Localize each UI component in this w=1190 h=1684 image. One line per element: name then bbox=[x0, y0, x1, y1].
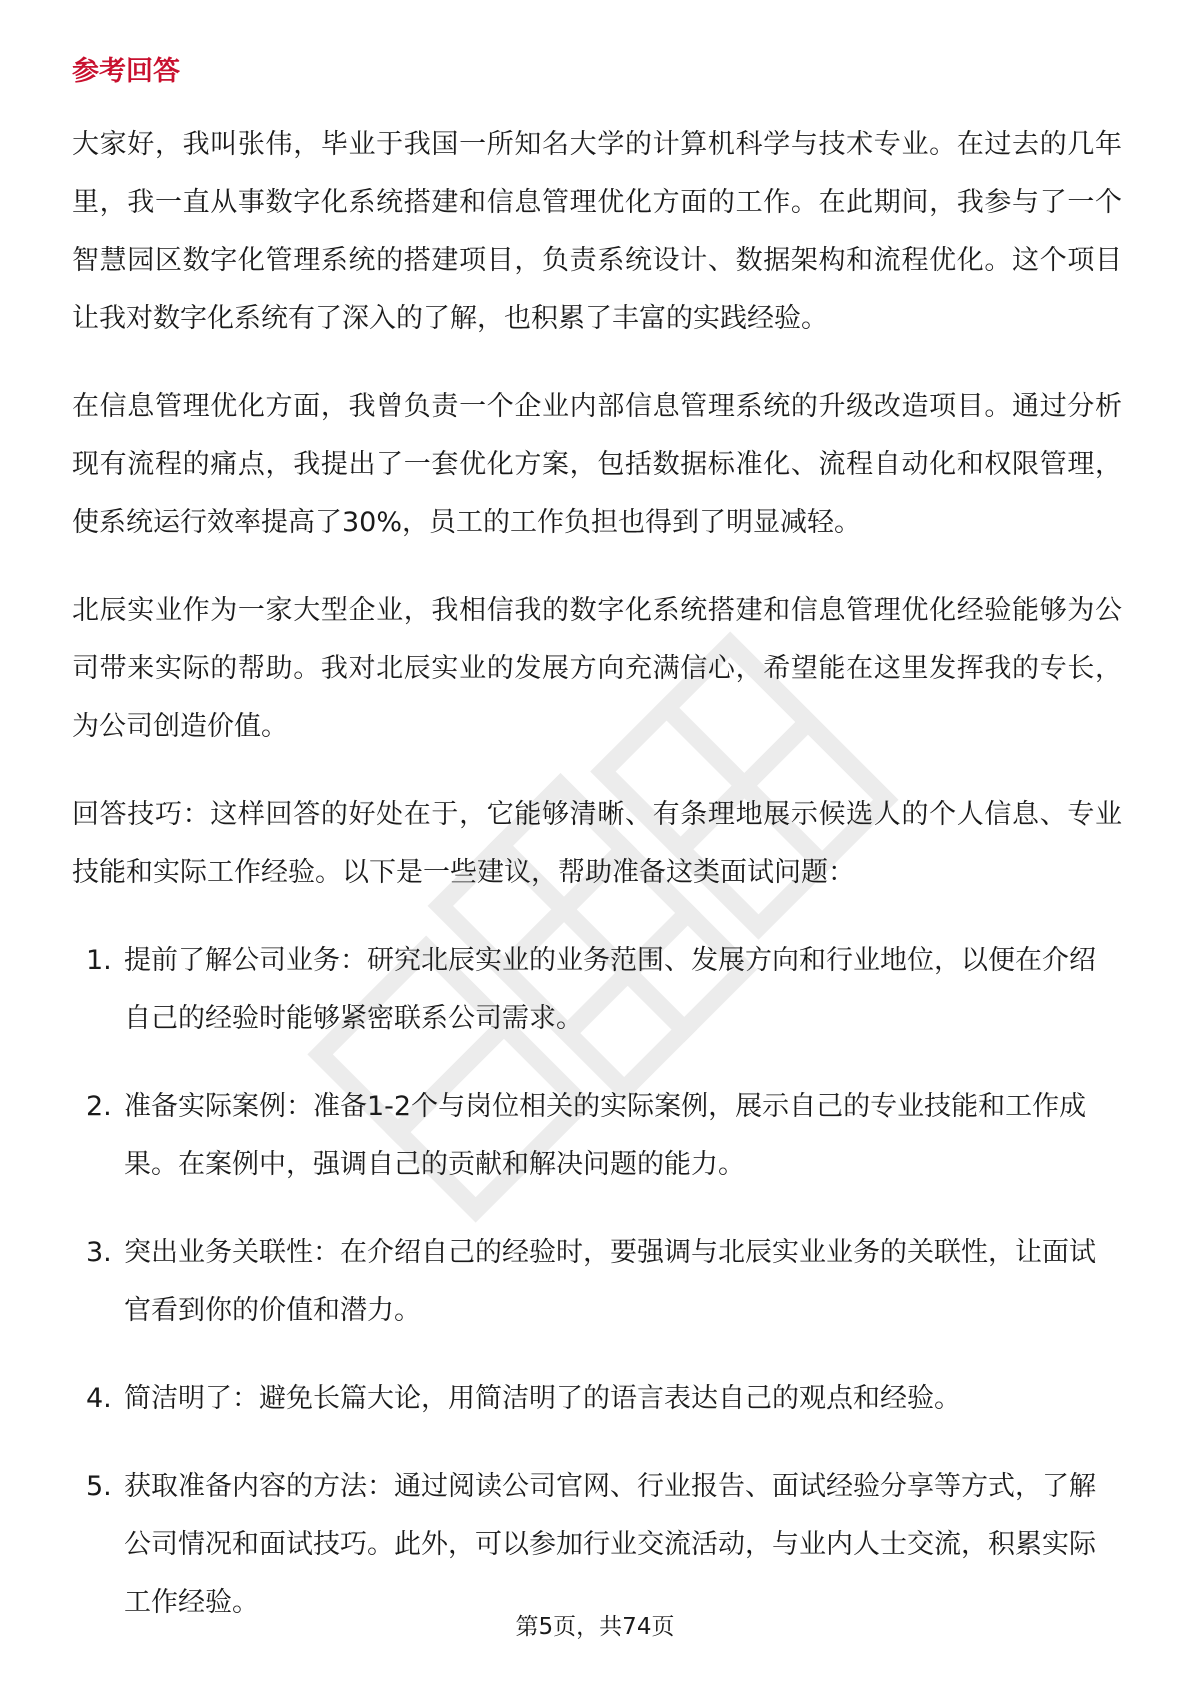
list-item bbox=[72, 1458, 1122, 1632]
list-item-number: 3. bbox=[86, 1237, 112, 1268]
list-item-number: 4. bbox=[86, 1383, 112, 1414]
list-item-text: 准备实际案例：准备1-2个与岗位相关的实际案例，展示自己的专业技能和工作成果。在案例中，强调自己的贡献和解决问题的能力。 bbox=[124, 1091, 1087, 1180]
list-item-number: 1. bbox=[86, 945, 112, 976]
list-item-number: 2. bbox=[86, 1091, 112, 1122]
section-title: 参考回答 bbox=[72, 56, 180, 87]
list-item bbox=[72, 1078, 1122, 1194]
page-number-footer: 第5页，共74页 bbox=[515, 1614, 675, 1640]
list-item-text: 提前了解公司业务：研究北辰实业的业务范围、发展方向和行业地位，以便在介绍自己的经验时能够紧密联系公司需求。 bbox=[124, 945, 1096, 1034]
list-item-text: 突出业务关联性：在介绍自己的经验时，要强调与北辰实业业务的关联性，让面试官看到你的价值和潜力。 bbox=[124, 1237, 1096, 1326]
list-item bbox=[72, 1224, 1122, 1340]
document-body bbox=[72, 116, 1122, 1662]
paragraph-tips-intro: 回答技巧：这样回答的好处在于，它能够清晰、有条理地展示候选人的个人信息、专业技能和实际工作经验。以下是一些建议，帮助准备这类面试问题： bbox=[72, 799, 1122, 888]
list-item bbox=[72, 1370, 1122, 1428]
tips-list bbox=[72, 932, 1122, 1632]
paragraph-company: 北辰实业作为一家大型企业，我相信我的数字化系统搭建和信息管理优化经验能够为公司带来实际的帮助。我对北辰实业的发展方向充满信心，希望能在这里发挥我的专长，为公司创造价值。 bbox=[72, 595, 1122, 742]
paragraph-experience: 在信息管理优化方面，我曾负责一个企业内部信息管理系统的升级改造项目。通过分析现有流程的痛点，我提出了一套优化方案，包括数据标准化、流程自动化和权限管理，使系统运行效率提高了30%，员工的工作负担也得到了明显减轻。 bbox=[72, 391, 1122, 538]
list-item-text: 获取准备内容的方法：通过阅读公司官网、行业报告、面试经验分享等方式，了解公司情况和面试技巧。此外，可以参加行业交流活动，与业内人士交流，积累实际工作经验。 bbox=[124, 1471, 1096, 1618]
list-item-text: 简洁明了：避免长篇大论，用简洁明了的语言表达自己的观点和经验。 bbox=[124, 1383, 961, 1414]
paragraph-intro: 大家好，我叫张伟，毕业于我国一所知名大学的计算机科学与技术专业。在过去的几年里，我一直从事数字化系统搭建和信息管理优化方面的工作。在此期间，我参与了一个智慧园区数字化管理系统的搭建项目，负责系统设计、数据架构和流程优化。这个项目让我对数字化系统有了深入的了解，也积累了丰富的实践经验。 bbox=[72, 129, 1122, 334]
list-item bbox=[72, 932, 1122, 1048]
list-item-number: 5. bbox=[86, 1471, 112, 1502]
